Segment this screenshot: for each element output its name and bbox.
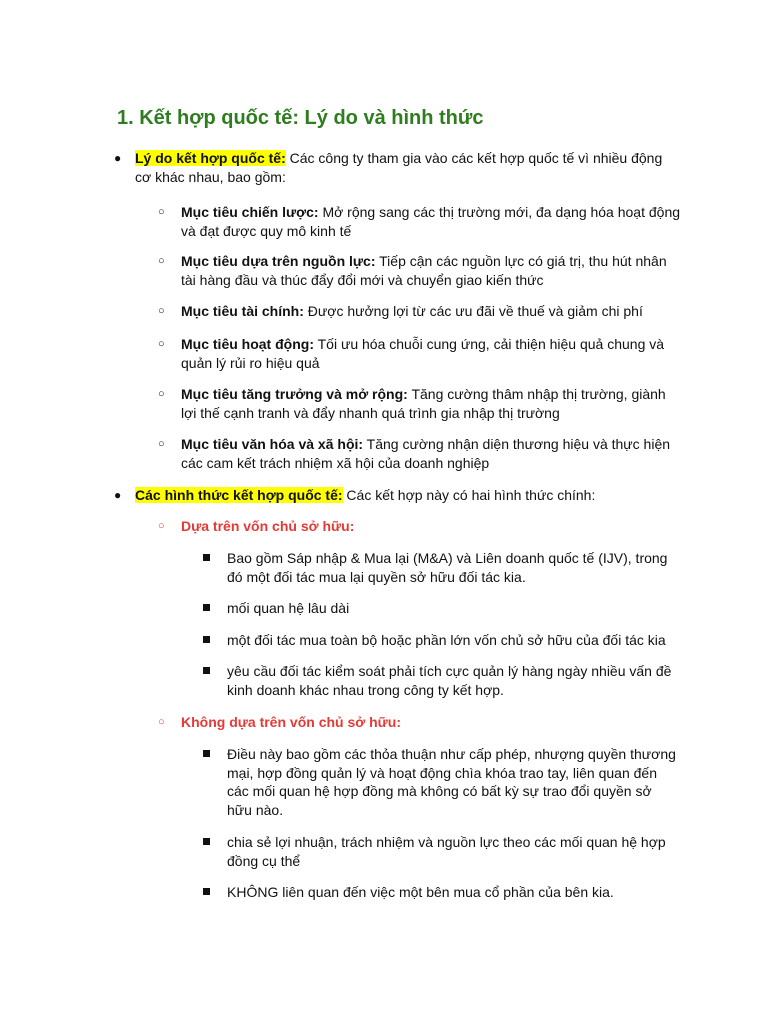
list-item (227, 549, 677, 586)
item-text: chia sẻ lợi nhuận, trách nhiệm và nguồn lực theo các mối quan hệ hợp đồng cụ thể (227, 834, 666, 869)
list-item (158, 335, 681, 372)
item-text: Tiếp cận các nguồn lực có giá trị, thu hút nhân tài hàng đầu và thúc đẩy đổi mới và chuyển giao kiến thức (181, 253, 667, 288)
item-label: Mục tiêu chiến lược: (181, 204, 319, 220)
subheading-label: Không dựa trên vốn chủ sở hữu: (181, 714, 402, 730)
subheading-label: Dựa trên vốn chủ sở hữu: (181, 518, 355, 534)
item-text: Tăng cường thâm nhập thị trường, giành lợi thế cạnh tranh và đẩy nhanh quá trình gia nhập thị trường (181, 386, 666, 421)
item-text: mối quan hệ lâu dài (227, 600, 350, 616)
item-text: Bao gồm Sáp nhập & Mua lại (M&A) và Liên doanh quốc tế (IJV), trong đó một đối tác mua lại quyền sở hữu đối tác kia. (227, 550, 668, 585)
item-text: yêu cầu đối tác kiểm soát phải tích cực quản lý hàng ngày nhiều vấn đề kinh doanh khác nhau trong công ty kết hợp. (227, 663, 672, 698)
square-bullet-marker (203, 604, 210, 611)
item-text: Tối ưu hóa chuỗi cung ứng, cải thiện hiệu quả chung và quản lý rủi ro hiệu quả (181, 336, 665, 371)
list-item (227, 883, 677, 902)
item-text: KHÔNG liên quan đến việc một bên mua cổ phần của bên kia. (227, 884, 614, 900)
item-text: Được hưởng lợi từ các ưu đãi về thuế và giảm chi phí (303, 303, 643, 319)
item-text: một đối tác mua toàn bộ hoặc phần lớn vốn chủ sở hữu của đối tác kia (227, 632, 666, 648)
item-text: Tăng cường nhận diện thương hiệu và thực hiện các cam kết trách nhiệm xã hội của doanh nghiệp (181, 436, 671, 471)
list-item (227, 833, 677, 870)
list-item (158, 385, 681, 422)
bullet-reasons (114, 149, 680, 186)
circle-bullet-marker: ○ (158, 338, 165, 350)
subheading-non-equity (158, 713, 681, 732)
highlighted-label: Lý do kết hợp quốc tế: (135, 150, 286, 166)
item-text: Điều này bao gồm các thỏa thuận như cấp phép, nhượng quyền thương mại, hợp đồng quản lý và hoạt động chìa khóa trao tay, liên quan đến các mối quan hệ hợp đồng mà không có bất kỳ sự trao đổi quyền sở hữu nào. (227, 746, 676, 818)
item-label: Mục tiêu văn hóa và xã hội: (181, 436, 364, 452)
list-item (227, 662, 677, 699)
square-bullet-marker (203, 750, 210, 757)
item-label: Mục tiêu dựa trên nguồn lực: (181, 253, 376, 269)
circle-bullet-marker: ○ (158, 716, 165, 728)
bullet-marker: ● (114, 488, 122, 502)
list-item (158, 435, 681, 472)
circle-bullet-marker: ○ (158, 438, 165, 450)
list-item (158, 252, 681, 289)
circle-bullet-marker: ○ (158, 388, 165, 400)
highlighted-label: Các hình thức kết hợp quốc tế: (135, 487, 343, 503)
item-text: Mở rộng sang các thị trường mới, đa dạng hóa hoạt động và đạt được quy mô kinh tế (181, 204, 681, 239)
square-bullet-marker (203, 554, 210, 561)
square-bullet-marker (203, 636, 210, 643)
section-heading: 1. Kết hợp quốc tế: Lý do và hình thức (117, 107, 484, 129)
list-item (158, 203, 681, 240)
list-item (227, 631, 677, 650)
circle-bullet-marker: ○ (158, 255, 165, 267)
bullet-forms (114, 486, 680, 505)
list-item (227, 745, 679, 819)
circle-bullet-marker: ○ (158, 520, 165, 532)
circle-bullet-marker: ○ (158, 206, 165, 218)
item-label: Mục tiêu tăng trưởng và mở rộng: (181, 386, 408, 402)
square-bullet-marker (203, 838, 210, 845)
bullet-text: Các công ty tham gia vào các kết hợp quốc tế vì nhiều động cơ khác nhau, bao gồm: (135, 150, 663, 185)
list-item (227, 599, 677, 618)
square-bullet-marker (203, 888, 210, 895)
item-label: Mục tiêu hoạt động: (181, 336, 314, 352)
bullet-text: Các kết hợp này có hai hình thức chính: (342, 487, 596, 503)
item-label: Mục tiêu tài chính: (181, 303, 304, 319)
square-bullet-marker (203, 667, 210, 674)
list-item (158, 302, 681, 321)
bullet-marker: ● (114, 151, 122, 165)
subheading-equity (158, 517, 681, 536)
circle-bullet-marker: ○ (158, 305, 165, 317)
